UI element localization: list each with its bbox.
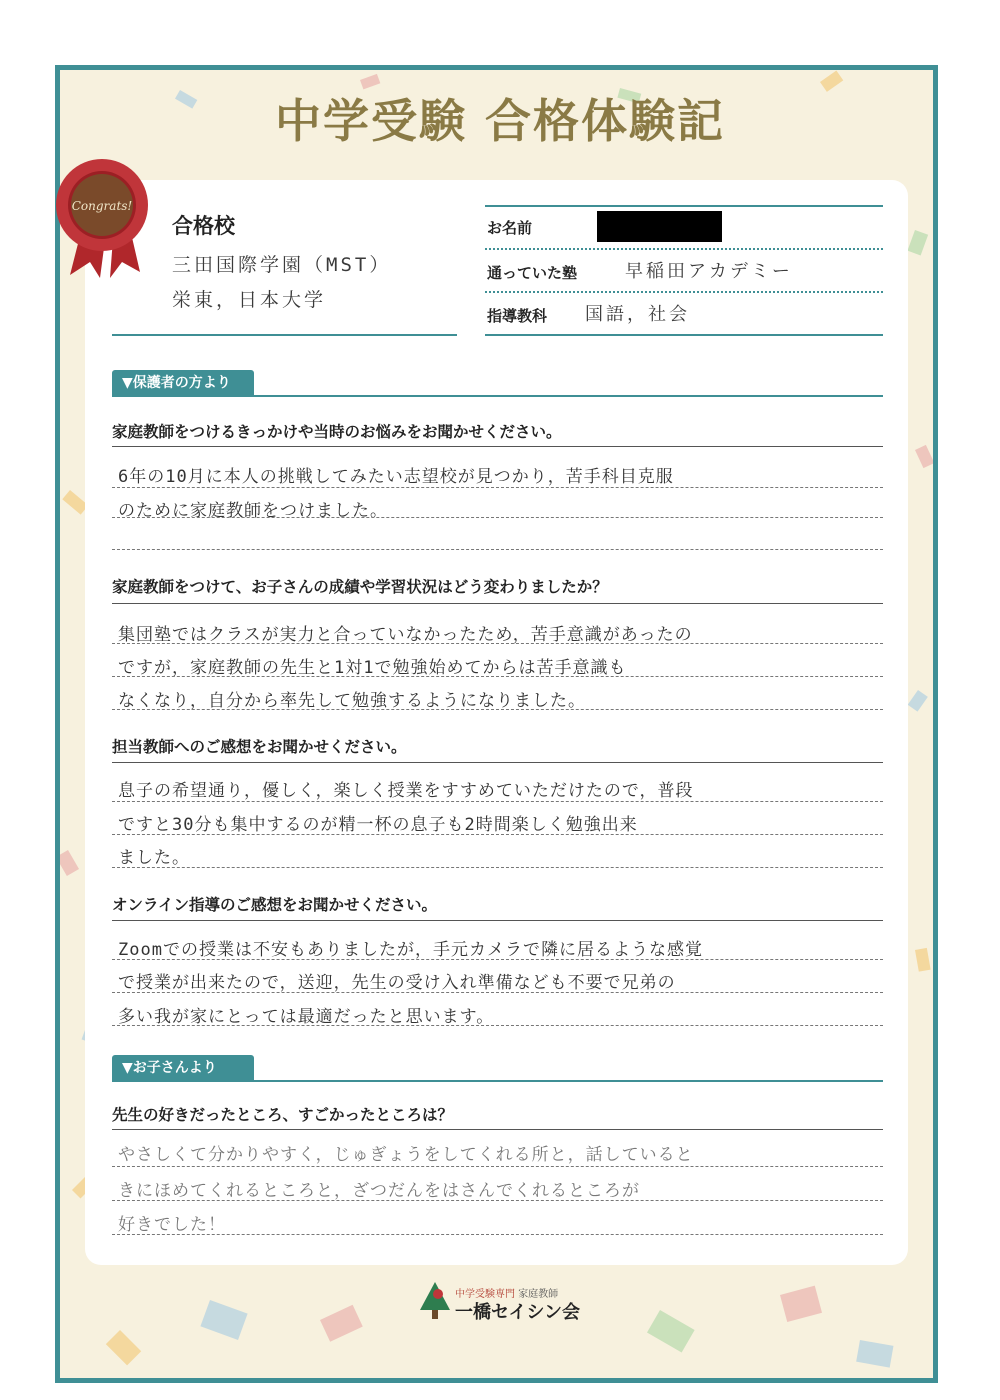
- badge-text: Congrats!: [71, 199, 133, 213]
- answer-2-line-2: ですが，家庭教師の先生と1対1で勉強始めてからは苦手意識も: [118, 658, 627, 678]
- page-title: 中学受験 合格体験記: [274, 94, 725, 148]
- answer-4-line-1: Zoomでの授業は不安もありましたが，手元カメラで隣に居るような感覚: [118, 940, 703, 960]
- answer-1-line-1: 6年の10月に本人の挑戦してみたい志望校が見つかり，苦手科目克服: [118, 467, 674, 487]
- question-rule: [112, 603, 883, 604]
- question-2: 家庭教師をつけて、お子さんの成績や学習状況はどう変わりましたか？: [112, 578, 608, 596]
- answer-2-line-1: 集団塾ではクラスが実力と合っていなかったため，苦手意識があったの: [118, 625, 693, 645]
- child-answer-line-1: やさしくて分かりやすく，じゅぎょうをしてくれる所と，話していると: [118, 1145, 694, 1165]
- subject-label: 指導教科: [487, 307, 548, 325]
- schools-heading: 合格校: [172, 214, 235, 238]
- juku-label: 通っていた塾: [487, 264, 578, 282]
- school-line-1: 三田国際学園（MST）: [172, 254, 392, 276]
- answer-3-line-2: ですと30分も集中するのが精一杯の息子も2時間楽しく勉強出来: [118, 815, 638, 835]
- answer-rule: [112, 1234, 883, 1235]
- tree-logo-icon: [418, 1280, 452, 1320]
- answer-rule: [112, 709, 883, 710]
- question-3: 担当教師へのご感想をお聞かせください。: [112, 738, 407, 756]
- child-section-tab: ▼お子さんより: [112, 1055, 254, 1081]
- info-row-rule: [485, 291, 883, 293]
- question-1: 家庭教師をつけるきっかけや当時のお悩みをお聞かせください。: [112, 423, 562, 441]
- answer-rule: [112, 549, 883, 550]
- answer-4-line-3: 多い我が家にとっては最適だったと思います。: [118, 1007, 495, 1027]
- answer-2-line-3: なくなり，自分から率先して勉強するようになりました。: [118, 691, 586, 711]
- answer-rule: [112, 959, 883, 960]
- info-top-rule: [485, 205, 883, 207]
- answer-rule: [112, 867, 883, 868]
- section-rule: [112, 1080, 883, 1082]
- answer-3-line-1: 息子の希望通り，優しく，楽しく授業をすすめていただけたので，普段: [118, 781, 694, 801]
- name-label: お名前: [487, 219, 533, 237]
- answer-rule: [112, 834, 883, 835]
- section-rule: [112, 395, 883, 397]
- child-question-1: 先生の好きだったところ、すごかったところは？: [112, 1106, 454, 1124]
- footer-tagline-gray: 家庭教師: [518, 1289, 559, 1300]
- answer-rule: [112, 487, 883, 488]
- answer-rule: [112, 1025, 883, 1026]
- question-rule: [112, 446, 883, 447]
- footer-tagline-red: 中学受験専門: [455, 1289, 515, 1300]
- juku-value: 早稲田アカデミー: [625, 261, 793, 282]
- schools-divider: [112, 334, 457, 336]
- subject-value: 国語，社会: [585, 304, 690, 325]
- question-rule: [112, 762, 883, 763]
- name-redaction: [597, 211, 722, 242]
- answer-rule: [112, 643, 883, 644]
- answer-rule: [112, 801, 883, 802]
- footer-brand: 一橋セイシン会: [455, 1302, 581, 1323]
- question-rule: [112, 920, 883, 921]
- answer-rule: [112, 676, 883, 677]
- question-rule: [112, 1129, 883, 1130]
- congrats-rosette-icon: [52, 150, 152, 280]
- answer-4-line-2: で授業が出来たので，送迎，先生の受け入れ準備なども不要で兄弟の: [118, 973, 676, 993]
- answer-rule: [112, 517, 883, 518]
- parent-section-tab: ▼保護者の方より: [112, 370, 254, 396]
- answer-3-line-3: ました。: [118, 848, 190, 868]
- child-answer-line-2: きにほめてくれるところと，ざつだんをはさんでくれるところが: [118, 1181, 640, 1201]
- school-line-2: 栄東，日本大学: [172, 289, 327, 311]
- info-bottom-rule: [485, 334, 883, 336]
- child-answer-line-3: 好きでした！: [118, 1215, 226, 1235]
- question-4: オンライン指導のご感想をお聞かせください。: [112, 896, 438, 914]
- answer-rule: [112, 1200, 883, 1201]
- answer-rule: [112, 992, 883, 993]
- answer-1-line-2: のために家庭教師をつけました。: [118, 501, 388, 521]
- answer-rule: [112, 1166, 883, 1167]
- info-row-rule: [485, 248, 883, 250]
